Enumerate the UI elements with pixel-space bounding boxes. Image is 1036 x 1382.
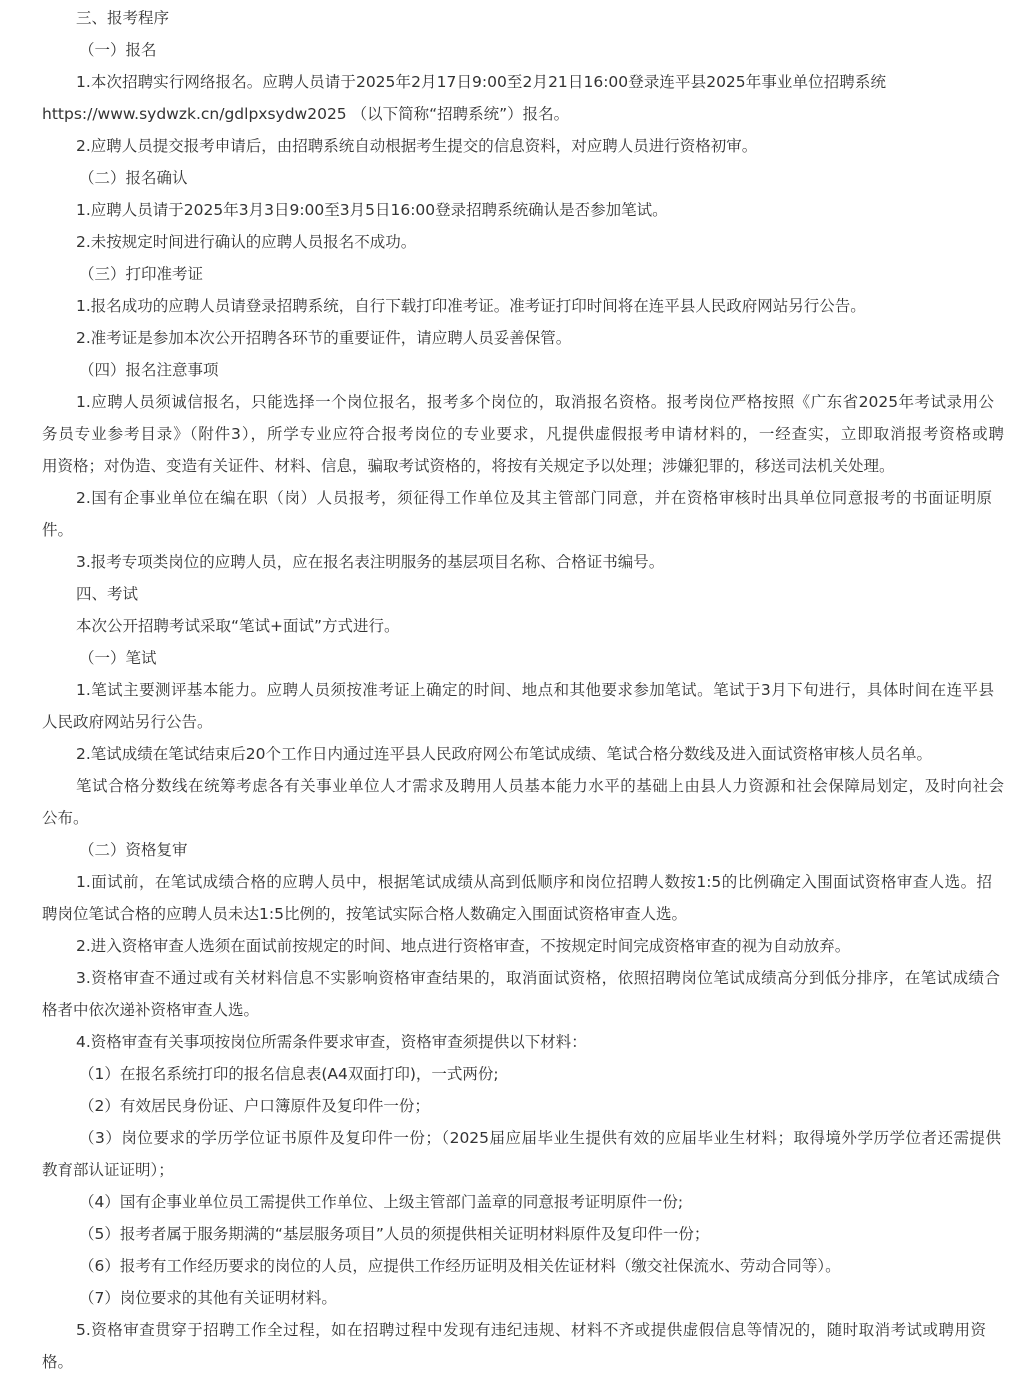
- paragraph-line: 3.资格审查不通过或有关材料信息不实影响资格审查结果的，取消面试资格，依照招聘岗位笔试成绩高分到低分排序，在笔试成绩合: [76, 969, 1000, 987]
- paragraph-line: 2.国有企事业单位在编在职（岗）人员报考，须征得工作单位及其主管部门同意，并在资格审核时出具单位同意报考的书面证明原: [76, 489, 992, 507]
- paragraph-line: 人民政府网站另行公告。: [42, 713, 213, 731]
- list-item: （4）国有企事业单位员工需提供工作单位、上级主管部门盖章的同意报考证明原件一份;: [79, 1193, 684, 1211]
- subsection-heading: （四）报名注意事项: [79, 361, 219, 379]
- paragraph-line: 4.资格审查有关事项按岗位所需条件要求审查，资格审查须提供以下材料：: [76, 1033, 587, 1051]
- paragraph-line: 1.应聘人员须诚信报名，只能选择一个岗位报名，报考多个岗位的，取消报名资格。报考岗位严格按照《广东省2025年考试录用公: [76, 393, 994, 411]
- paragraph-line: 5.资格审查贯穿于招聘工作全过程，如在招聘过程中发现有违纪违规、材料不齐或提供虚假信息等情况的，随时取消考试或聘用资: [76, 1321, 986, 1339]
- paragraph-line: 3.报考专项类岗位的应聘人员，应在报名表注明服务的基层项目名称、合格证书编号。: [76, 553, 665, 571]
- paragraph-line: 1.报名成功的应聘人员请登录招聘系统，自行下载打印准考证。准考证打印时间将在连平县人民政府网站另行公告。: [76, 297, 866, 315]
- paragraph-line: 1.笔试主要测评基本能力。应聘人员须按准考证上确定的时间、地点和其他要求参加笔试。笔试于3月下旬进行，具体时间在连平县: [76, 681, 994, 699]
- list-item: （3）岗位要求的学历学位证书原件及复印件一份；（2025届应届毕业生提供有效的应届毕业生材料；取得境外学历学位者还需提供: [79, 1129, 1001, 1147]
- paragraph-line: https://www.sydwzk.cn/gdlpxsydw2025 （以下简称“招聘系统”）报名。: [42, 105, 570, 123]
- paragraph-line: 用资格；对伪造、变造有关证件、材料、信息，骗取考试资格的，将按有关规定予以处理；涉嫌犯罪的，移送司法机关处理。: [42, 457, 895, 475]
- paragraph-line: 2.未按规定时间进行确认的应聘人员报名不成功。: [76, 233, 417, 251]
- paragraph-line: 聘岗位笔试合格的应聘人员未达1:5比例的，按笔试实际合格人数确定入围面试资格审查人选。: [42, 905, 687, 923]
- paragraph-line: 务员专业参考目录》（附件3），所学专业应符合报考岗位的专业要求，凡提供虚假报考申请材料的，一经查实，立即取消报考资格或聘: [42, 425, 1004, 443]
- paragraph-line: 2.笔试成绩在笔试结束后20个工作日内通过连平县人民政府网公布笔试成绩、笔试合格分数线及进入面试资格审核人员名单。: [76, 745, 933, 763]
- paragraph-line: 2.进入资格审查人选须在面试前按规定的时间、地点进行资格审查，不按规定时间完成资格审查的视为自动放弃。: [76, 937, 851, 955]
- paragraph-line: 1.面试前，在笔试成绩合格的应聘人员中，根据笔试成绩从高到低顺序和岗位招聘人数按1:5的比例确定入围面试资格审查人选。招: [76, 873, 992, 891]
- list-item: （5）报考者属于服务期满的“基层服务项目”人员的须提供相关证明材料原件及复印件一份；: [79, 1225, 710, 1243]
- subsection-heading: （三）打印准考证: [79, 265, 204, 283]
- section-heading: 三、报考程序: [76, 9, 170, 27]
- section-heading: 四、考试: [76, 585, 139, 603]
- list-item: （2）有效居民身份证、户口簿原件及复印件一份；: [79, 1097, 430, 1115]
- paragraph-line: 本次公开招聘考试采取“笔试+面试”方式进行。: [76, 617, 400, 635]
- list-item: （7）岗位要求的其他有关证明材料。: [79, 1289, 337, 1307]
- subsection-heading: （二）报名确认: [79, 169, 188, 187]
- paragraph-line: 1.本次招聘实行网络报名。应聘人员请于2025年2月17日9:00至2月21日16:00登录连平县2025年事业单位招聘系统: [76, 73, 886, 91]
- subsection-heading: （一）笔试: [79, 649, 157, 667]
- subsection-heading: （二）资格复审: [79, 841, 188, 859]
- paragraph-line: 笔试合格分数线在统筹考虑各有关事业单位人才需求及聘用人员基本能力水平的基础上由县人力资源和社会保障局划定，及时向社会: [76, 777, 1004, 795]
- list-item: （6）报考有工作经历要求的岗位的人员，应提供工作经历证明及相关佐证材料（缴交社保流水、劳动合同等）。: [79, 1257, 841, 1275]
- paragraph-line: 2.准考证是参加本次公开招聘各环节的重要证件，请应聘人员妥善保管。: [76, 329, 572, 347]
- paragraph-line: 公布。: [42, 809, 89, 827]
- list-item: （1）在报名系统打印的报名信息表(A4双面打印)，一式两份;: [79, 1065, 499, 1083]
- paragraph-line: 2.应聘人员提交报考申请后，由招聘系统自动根据考生提交的信息资料，对应聘人员进行资格初审。: [76, 137, 758, 155]
- paragraph-line: 1.应聘人员请于2025年3月3日9:00至3月5日16:00登录招聘系统确认是否参加笔试。: [76, 201, 668, 219]
- subsection-heading: （一）报名: [79, 41, 157, 59]
- paragraph-line: 格者中依次递补资格审查人选。: [42, 1001, 260, 1019]
- paragraph-line: 格。: [42, 1353, 74, 1371]
- paragraph-line: 件。: [42, 521, 74, 539]
- list-item-continuation: 教育部认证证明）；: [42, 1161, 174, 1179]
